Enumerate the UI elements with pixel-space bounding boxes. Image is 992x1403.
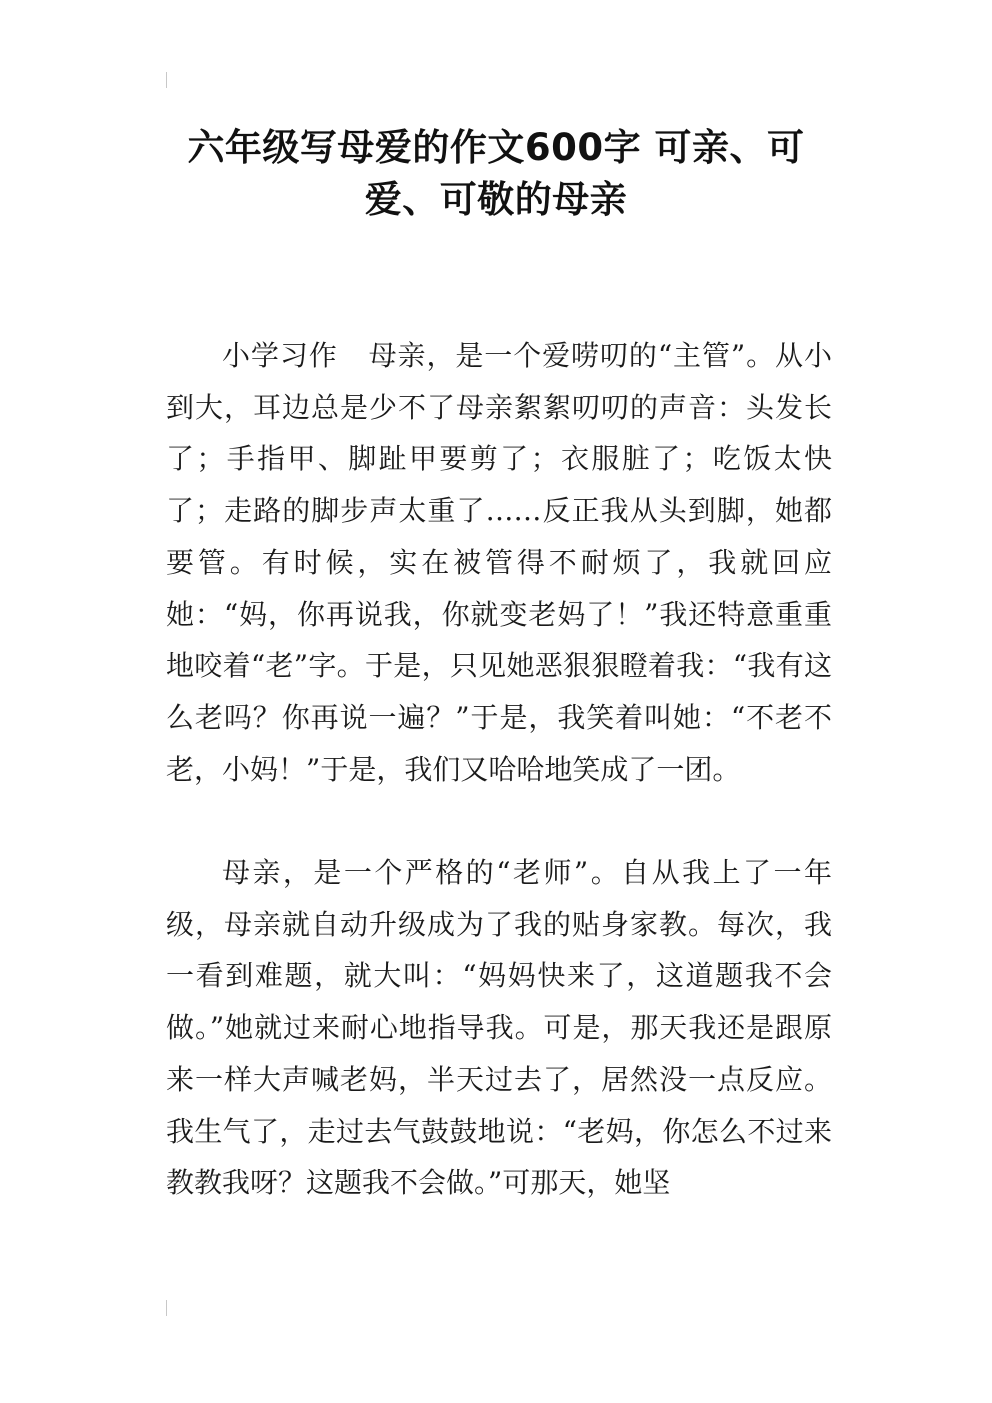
paragraph-1: [166, 330, 832, 795]
paragraph-2-text: 母亲，是一个严格的“老师”。自从我上了一年级，母亲就自动升级成为了我的贴身家教。每次，我一看到难题，就大叫：“妈妈快来了，这道题我不会做。”她就过来耐心地指导我。可是，那天我还是跟原来一样大声喊老妈，半天过去了，居然没一点反应。我生气了，走过去气鼓鼓地说：“老妈，你怎么不过来教教我呀？这题我不会做。”可那天，她坚: [166, 856, 832, 1200]
title-line-1: 六年级写母爱的作文600字 可亲、可: [187, 126, 805, 169]
paragraph-1-text: 母亲，是一个爱唠叨的“主管”。从小到大，耳边总是少不了母亲絮絮叨叨的声音：头发长了；手指甲、脚趾甲要剪了；衣服脏了；吃饭太快了；走路的脚步声太重了……反正我从头到脚，她都要管。有时候，实在被管得不耐烦了，我就回应她：“妈，你再说我，你就变老妈了！”我还特意重重地咬着“老”字。于是，只见她恶狠狠瞪着我：“我有这么老吗？你再说一遍？”于是，我笑着叫她：“不老不老，小妈！”于是，我们又哈哈地笑成了一团。: [166, 339, 832, 786]
document-body: [166, 330, 832, 1209]
essay-label: 小学习作: [222, 339, 338, 372]
crop-mark-top: [166, 72, 167, 88]
paragraph-2: [166, 847, 832, 1209]
document-title: [150, 122, 842, 226]
crop-mark-bottom: [166, 1300, 167, 1316]
title-line-2: 爱、可敬的母亲: [364, 178, 628, 221]
